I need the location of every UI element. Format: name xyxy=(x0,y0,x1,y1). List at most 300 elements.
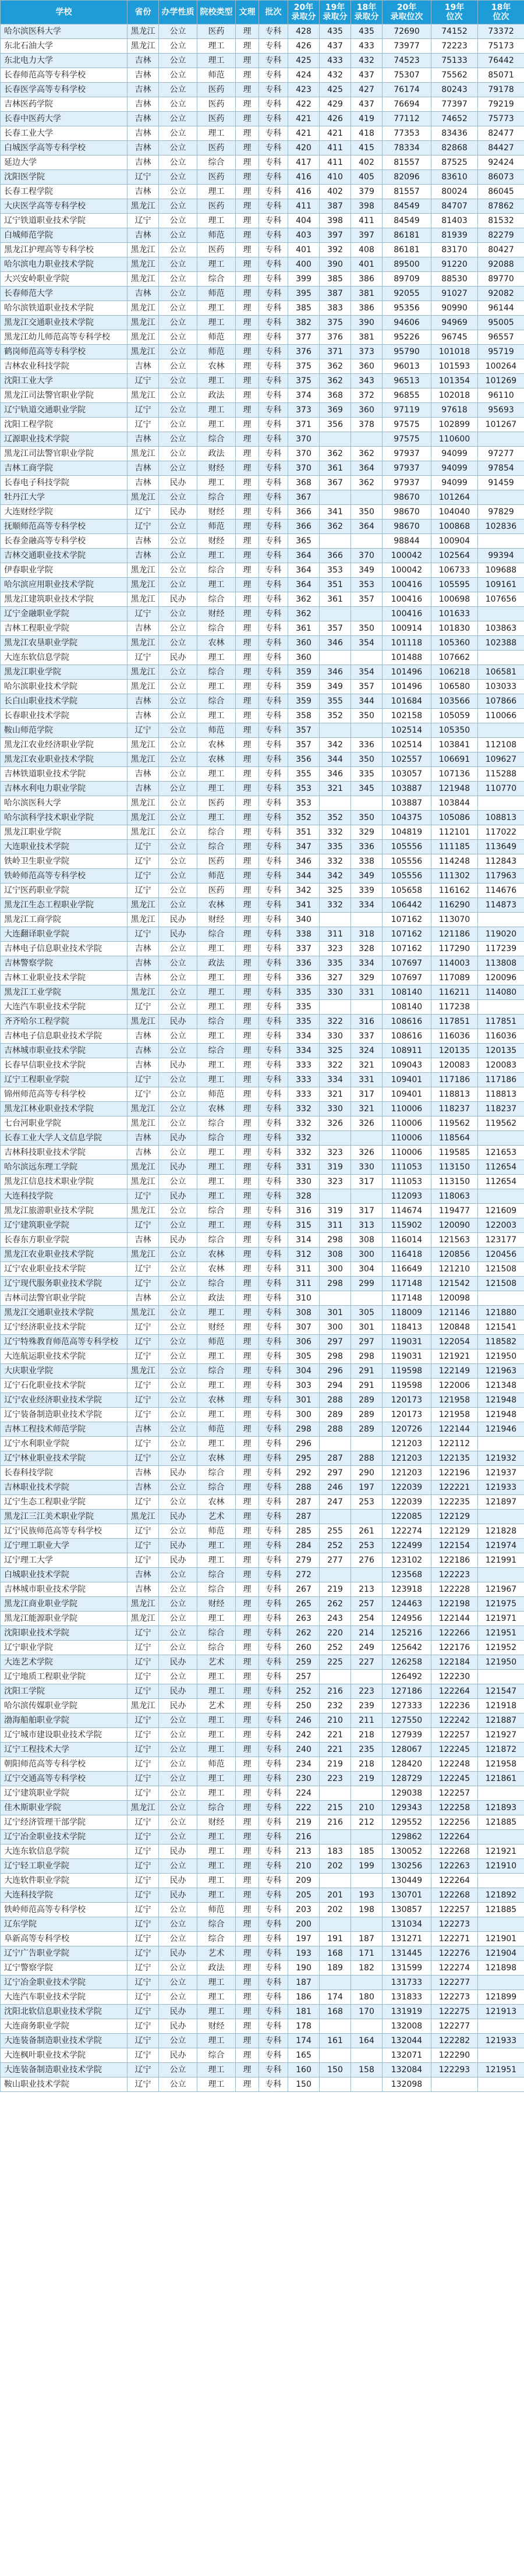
table-row xyxy=(1,1626,524,1641)
table-cell: 122039 xyxy=(383,1480,431,1495)
table-cell: 122230 xyxy=(431,1670,478,1684)
table-cell: 84549 xyxy=(383,199,431,214)
table-cell: 121653 xyxy=(478,1146,524,1160)
table-row xyxy=(1,1306,524,1320)
table-cell: 辽宁 xyxy=(128,1961,159,1976)
table-cell: 公立 xyxy=(159,39,197,54)
table-cell: 416 xyxy=(288,185,320,199)
table-cell xyxy=(431,2077,478,2092)
table-cell: 121885 xyxy=(478,1903,524,1917)
table-cell: 综合 xyxy=(197,1626,236,1641)
table-cell: 财经 xyxy=(197,913,236,927)
table-cell: 专科 xyxy=(259,345,288,359)
table-cell: 106580 xyxy=(431,680,478,694)
table-cell: 122264 xyxy=(431,1830,478,1844)
table-cell xyxy=(320,1291,351,1306)
table-cell: 122274 xyxy=(383,1524,431,1539)
table-cell: 432 xyxy=(351,54,383,68)
table-cell: 330 xyxy=(288,1175,320,1189)
school-name-cell: 大连财经学院 xyxy=(1,505,128,520)
table-row xyxy=(1,1932,524,1946)
table-cell: 公立 xyxy=(159,272,197,287)
table-cell: 397 xyxy=(320,228,351,243)
table-cell: 专科 xyxy=(259,1582,288,1597)
table-cell: 公立 xyxy=(159,1801,197,1815)
table-cell: 121547 xyxy=(478,1684,524,1699)
table-cell: 113150 xyxy=(431,1160,478,1175)
table-cell: 205 xyxy=(288,1888,320,1903)
table-cell: 124956 xyxy=(383,1612,431,1626)
school-name-cell: 辽宁职业学院 xyxy=(1,1641,128,1655)
table-row xyxy=(1,840,524,854)
table-cell: 专科 xyxy=(259,1422,288,1437)
table-cell: 辽宁 xyxy=(128,1524,159,1539)
table-cell: 公立 xyxy=(159,1000,197,1015)
table-cell: 122257 xyxy=(431,1903,478,1917)
table-cell: 298 xyxy=(320,1233,351,1248)
school-name-cell: 渤海船舶职业学院 xyxy=(1,1713,128,1728)
table-cell: 公立 xyxy=(159,1262,197,1277)
table-cell: 411 xyxy=(320,156,351,170)
table-cell: 专科 xyxy=(259,68,288,83)
table-cell: 76442 xyxy=(478,54,524,68)
table-row xyxy=(1,1874,524,1888)
table-cell: 119562 xyxy=(478,1116,524,1131)
table-cell: 专科 xyxy=(259,869,288,884)
table-cell: 122149 xyxy=(431,1364,478,1379)
table-cell: 综合 xyxy=(197,694,236,709)
table-cell: 129862 xyxy=(383,1830,431,1844)
table-cell: 公立 xyxy=(159,68,197,83)
table-cell: 理工 xyxy=(197,709,236,723)
table-cell: 师范 xyxy=(197,1335,236,1349)
table-cell: 127186 xyxy=(383,1684,431,1699)
table-cell: 400 xyxy=(288,257,320,272)
table-cell: 专科 xyxy=(259,1539,288,1553)
table-cell: 84707 xyxy=(431,199,478,214)
table-cell: 理 xyxy=(236,1466,259,1480)
table-cell: 理 xyxy=(236,1786,259,1801)
table-cell: 辽宁 xyxy=(128,1349,159,1364)
table-cell: 吉林 xyxy=(128,68,159,83)
table-cell: 330 xyxy=(320,1029,351,1044)
table-cell: 综合 xyxy=(197,1131,236,1146)
table-cell: 理 xyxy=(236,1015,259,1029)
table-cell: 101018 xyxy=(431,345,478,359)
table-cell: 理 xyxy=(236,1524,259,1539)
table-cell xyxy=(351,1131,383,1146)
table-cell: 296 xyxy=(288,1437,320,1451)
table-row xyxy=(1,39,524,54)
table-cell: 105595 xyxy=(431,578,478,592)
table-cell: 289 xyxy=(351,1393,383,1408)
table-cell: 吉林 xyxy=(128,476,159,490)
table-cell: 294 xyxy=(320,1379,351,1393)
table-cell: 89770 xyxy=(478,272,524,287)
table-cell: 专科 xyxy=(259,1612,288,1626)
table-cell: 187 xyxy=(351,1932,383,1946)
table-cell: 361 xyxy=(288,621,320,636)
table-cell: 360 xyxy=(288,651,320,665)
table-row xyxy=(1,257,524,272)
table-row xyxy=(1,1961,524,1976)
table-cell: 97937 xyxy=(383,447,431,461)
table-cell: 专科 xyxy=(259,1903,288,1917)
table-row xyxy=(1,1175,524,1189)
table-cell: 352 xyxy=(320,811,351,825)
table-cell: 专科 xyxy=(259,1029,288,1044)
table-cell: 121203 xyxy=(383,1451,431,1466)
table-cell: 理工 xyxy=(197,549,236,563)
table-cell xyxy=(351,1568,383,1582)
table-cell: 354 xyxy=(351,665,383,680)
table-cell: 公立 xyxy=(159,112,197,126)
table-row xyxy=(1,476,524,490)
table-cell: 吉林 xyxy=(128,126,159,141)
table-cell: 128729 xyxy=(383,1772,431,1786)
school-name-cell: 辽宁水利职业学院 xyxy=(1,1437,128,1451)
school-name-cell: 伊春职业学院 xyxy=(1,563,128,578)
table-cell: 公立 xyxy=(159,1815,197,1830)
table-cell: 343 xyxy=(351,374,383,388)
table-cell: 129038 xyxy=(383,1786,431,1801)
table-cell: 专科 xyxy=(259,782,288,796)
table-cell: 公立 xyxy=(159,83,197,97)
school-name-cell: 大连装备制造职业技术学院 xyxy=(1,2063,128,2077)
table-cell: 121861 xyxy=(478,1772,524,1786)
table-cell: 公立 xyxy=(159,898,197,913)
table-cell: 338 xyxy=(351,854,383,869)
table-row xyxy=(1,927,524,942)
table-cell: 综合 xyxy=(197,1641,236,1655)
table-row xyxy=(1,490,524,505)
table-cell: 师范 xyxy=(197,330,236,345)
table-cell: 公立 xyxy=(159,1248,197,1262)
school-name-cell: 吉林交通职业技术学院 xyxy=(1,549,128,563)
table-row xyxy=(1,214,524,228)
table-cell: 吉林 xyxy=(128,1058,159,1073)
table-cell: 财经 xyxy=(197,2019,236,2034)
table-cell: 102557 xyxy=(383,752,431,767)
table-cell: 民办 xyxy=(159,1131,197,1146)
table-cell: 113070 xyxy=(431,913,478,927)
table-cell: 理 xyxy=(236,418,259,432)
table-cell: 326 xyxy=(351,1116,383,1131)
table-row xyxy=(1,1466,524,1480)
table-cell xyxy=(351,651,383,665)
table-cell: 吉林 xyxy=(128,782,159,796)
table-cell: 理工 xyxy=(197,1713,236,1728)
table-cell: 理 xyxy=(236,1306,259,1320)
table-cell: 120856 xyxy=(431,1248,478,1262)
school-name-cell: 黑龙江商业职业学院 xyxy=(1,1597,128,1612)
table-cell: 323 xyxy=(320,1175,351,1189)
table-cell: 335 xyxy=(320,840,351,854)
table-cell: 专科 xyxy=(259,1393,288,1408)
table-cell: 287 xyxy=(288,1510,320,1524)
table-cell: 综合 xyxy=(197,665,236,680)
table-cell: 专科 xyxy=(259,1801,288,1815)
table-cell: 综合 xyxy=(197,840,236,854)
table-cell: 97618 xyxy=(431,403,478,418)
table-cell: 理 xyxy=(236,534,259,549)
table-cell: 297 xyxy=(320,1466,351,1480)
table-cell: 202 xyxy=(320,1859,351,1874)
table-cell: 303 xyxy=(288,1379,320,1393)
table-cell: 75173 xyxy=(478,39,524,54)
table-cell: 203 xyxy=(288,1903,320,1917)
table-cell: 168 xyxy=(320,2005,351,2019)
table-cell: 119477 xyxy=(431,1204,478,1218)
table-cell: 120098 xyxy=(431,1291,478,1306)
table-cell: 110600 xyxy=(431,432,478,447)
column-header: 19年 位次 xyxy=(431,1,478,24)
table-cell: 122186 xyxy=(431,1553,478,1568)
table-cell: 122273 xyxy=(431,1990,478,2005)
table-cell: 362 xyxy=(320,374,351,388)
table-cell: 328 xyxy=(351,942,383,956)
table-cell: 理工 xyxy=(197,316,236,330)
table-cell: 81403 xyxy=(431,214,478,228)
school-name-cell: 吉林医药学院 xyxy=(1,97,128,112)
table-cell: 371 xyxy=(288,418,320,432)
table-cell: 公立 xyxy=(159,1932,197,1946)
table-cell: 267 xyxy=(288,1582,320,1597)
table-row xyxy=(1,942,524,956)
table-cell: 辽宁 xyxy=(128,1087,159,1102)
table-cell: 专科 xyxy=(259,1131,288,1146)
table-cell: 理 xyxy=(236,1218,259,1233)
table-cell: 吉林 xyxy=(128,767,159,782)
table-cell: 84549 xyxy=(383,214,431,228)
table-cell: 辽宁 xyxy=(128,1379,159,1393)
table-cell: 公立 xyxy=(159,884,197,898)
table-cell: 辽宁 xyxy=(128,1641,159,1655)
school-name-cell: 长春早信职业技术学院 xyxy=(1,1058,128,1073)
table-cell: 理 xyxy=(236,694,259,709)
table-cell: 公立 xyxy=(159,1524,197,1539)
school-name-cell: 黑龙江交通职业技术学院 xyxy=(1,1306,128,1320)
table-row xyxy=(1,1393,524,1408)
table-cell: 382 xyxy=(288,316,320,330)
table-cell xyxy=(351,1976,383,1990)
table-cell: 359 xyxy=(288,694,320,709)
table-cell xyxy=(351,1000,383,1015)
school-name-cell: 吉林警察学院 xyxy=(1,956,128,971)
table-cell xyxy=(478,1917,524,1932)
table-row xyxy=(1,898,524,913)
table-cell: 94606 xyxy=(383,316,431,330)
table-cell: 102514 xyxy=(383,738,431,752)
table-cell: 201 xyxy=(320,1888,351,1903)
table-row xyxy=(1,1364,524,1379)
table-cell: 民办 xyxy=(159,1553,197,1568)
table-cell: 理 xyxy=(236,505,259,520)
table-cell: 理 xyxy=(236,1029,259,1044)
table-cell: 理工 xyxy=(197,185,236,199)
table-cell: 121913 xyxy=(478,2005,524,2019)
table-cell: 174 xyxy=(320,1990,351,2005)
table-cell: 119031 xyxy=(383,1335,431,1349)
table-cell: 121210 xyxy=(431,1262,478,1277)
table-cell: 121951 xyxy=(478,2063,524,2077)
table-row xyxy=(1,1029,524,1044)
table-cell: 127333 xyxy=(383,1699,431,1713)
table-cell xyxy=(351,1189,383,1204)
table-cell: 理 xyxy=(236,374,259,388)
table-cell: 353 xyxy=(288,796,320,811)
table-cell: 综合 xyxy=(197,1466,236,1480)
table-cell: 353 xyxy=(351,578,383,592)
table-cell: 260 xyxy=(288,1641,320,1655)
table-cell: 432 xyxy=(320,68,351,83)
table-cell: 420 xyxy=(288,141,320,156)
table-cell: 116290 xyxy=(431,898,478,913)
table-cell: 113150 xyxy=(431,1175,478,1189)
table-cell: 农林 xyxy=(197,1102,236,1116)
table-cell xyxy=(320,2077,351,2092)
table-cell: 民办 xyxy=(159,1684,197,1699)
table-row xyxy=(1,1248,524,1262)
table-cell: 284 xyxy=(288,1539,320,1553)
table-cell: 政法 xyxy=(197,388,236,403)
table-cell: 127550 xyxy=(383,1713,431,1728)
table-cell: 理 xyxy=(236,1364,259,1379)
table-row xyxy=(1,1495,524,1510)
table-cell: 黑龙江 xyxy=(128,1116,159,1131)
table-cell: 122282 xyxy=(431,2034,478,2048)
table-cell: 财经 xyxy=(197,1320,236,1335)
table-cell: 理 xyxy=(236,1495,259,1510)
table-cell: 355 xyxy=(288,767,320,782)
table-cell: 321 xyxy=(351,1058,383,1073)
table-cell: 财经 xyxy=(197,1815,236,1830)
table-cell: 公立 xyxy=(159,403,197,418)
table-cell: 理 xyxy=(236,170,259,185)
table-row xyxy=(1,1451,524,1466)
table-cell: 专科 xyxy=(259,156,288,170)
table-cell: 110770 xyxy=(478,782,524,796)
table-cell: 理工 xyxy=(197,680,236,694)
table-cell: 专科 xyxy=(259,39,288,54)
table-cell: 106733 xyxy=(431,563,478,578)
table-cell: 301 xyxy=(320,1306,351,1320)
table-cell: 121933 xyxy=(478,2034,524,2048)
table-cell: 公立 xyxy=(159,214,197,228)
table-cell: 121971 xyxy=(478,1612,524,1626)
table-cell: 308 xyxy=(351,1233,383,1248)
table-cell: 100042 xyxy=(383,549,431,563)
table-cell: 121921 xyxy=(478,1844,524,1859)
table-cell: 91220 xyxy=(431,257,478,272)
table-cell: 吉林 xyxy=(128,97,159,112)
table-cell: 89709 xyxy=(383,272,431,287)
table-cell: 119562 xyxy=(431,1116,478,1131)
table-cell xyxy=(320,1189,351,1204)
table-cell: 349 xyxy=(351,563,383,578)
table-cell: 专科 xyxy=(259,1946,288,1961)
table-cell: 83170 xyxy=(431,243,478,257)
table-row xyxy=(1,1539,524,1553)
table-cell: 公立 xyxy=(159,563,197,578)
table-cell: 专科 xyxy=(259,199,288,214)
table-cell: 419 xyxy=(351,112,383,126)
table-cell xyxy=(478,490,524,505)
table-cell: 112108 xyxy=(478,738,524,752)
table-cell: 346 xyxy=(320,636,351,651)
table-cell: 专科 xyxy=(259,1291,288,1306)
table-cell: 119598 xyxy=(383,1379,431,1393)
table-cell: 理工 xyxy=(197,578,236,592)
table-cell xyxy=(320,723,351,738)
table-cell: 110006 xyxy=(383,1146,431,1160)
table-cell: 理 xyxy=(236,1815,259,1830)
table-cell: 287 xyxy=(288,1495,320,1510)
table-cell: 279 xyxy=(288,1553,320,1568)
table-cell: 90990 xyxy=(431,301,478,316)
table-cell xyxy=(478,1786,524,1801)
table-cell: 298 xyxy=(320,1277,351,1291)
table-cell: 111053 xyxy=(383,1175,431,1189)
table-cell: 专科 xyxy=(259,956,288,971)
table-cell: 397 xyxy=(351,228,383,243)
table-cell: 107866 xyxy=(478,694,524,709)
table-cell: 288 xyxy=(288,1480,320,1495)
table-cell: 理工 xyxy=(197,782,236,796)
table-cell: 121932 xyxy=(478,1451,524,1466)
table-cell: 426 xyxy=(288,39,320,54)
table-cell xyxy=(478,1830,524,1844)
table-cell xyxy=(320,913,351,927)
table-cell: 117089 xyxy=(431,971,478,985)
table-cell: 74523 xyxy=(383,54,431,68)
table-cell: 理 xyxy=(236,1568,259,1582)
table-cell: 121880 xyxy=(478,1306,524,1320)
table-cell: 168 xyxy=(320,1946,351,1961)
table-cell: 辽宁 xyxy=(128,1189,159,1204)
school-name-cell: 吉林城市职业技术学院 xyxy=(1,1582,128,1597)
table-cell: 81557 xyxy=(383,156,431,170)
table-cell: 97277 xyxy=(478,447,524,461)
table-cell: 95005 xyxy=(478,316,524,330)
table-cell: 114676 xyxy=(478,884,524,898)
table-cell: 公立 xyxy=(159,1146,197,1160)
table-cell: 392 xyxy=(320,243,351,257)
table-cell: 专科 xyxy=(259,1728,288,1743)
table-cell: 医药 xyxy=(197,97,236,112)
table-cell: 公立 xyxy=(159,1641,197,1655)
school-name-cell: 长春工业大学 xyxy=(1,126,128,141)
table-cell: 理 xyxy=(236,1510,259,1524)
table-cell: 吉林 xyxy=(128,621,159,636)
table-cell: 366 xyxy=(288,505,320,520)
table-cell: 125642 xyxy=(383,1641,431,1655)
table-cell: 理工 xyxy=(197,1990,236,2005)
table-cell: 102158 xyxy=(383,709,431,723)
column-header: 18年 位次 xyxy=(478,1,524,24)
table-cell xyxy=(320,1786,351,1801)
table-cell: 216 xyxy=(288,1830,320,1844)
table-cell: 164 xyxy=(351,2034,383,2048)
table-row xyxy=(1,1903,524,1917)
table-cell: 118237 xyxy=(431,1102,478,1116)
school-name-cell: 七台河职业学院 xyxy=(1,1116,128,1131)
table-cell: 335 xyxy=(288,1015,320,1029)
table-cell: 131733 xyxy=(383,1976,431,1990)
table-cell: 医药 xyxy=(197,141,236,156)
school-name-cell: 辽宁特殊教育师范高等专科学校 xyxy=(1,1335,128,1349)
school-name-cell: 辽宁轨道交通职业学院 xyxy=(1,403,128,418)
